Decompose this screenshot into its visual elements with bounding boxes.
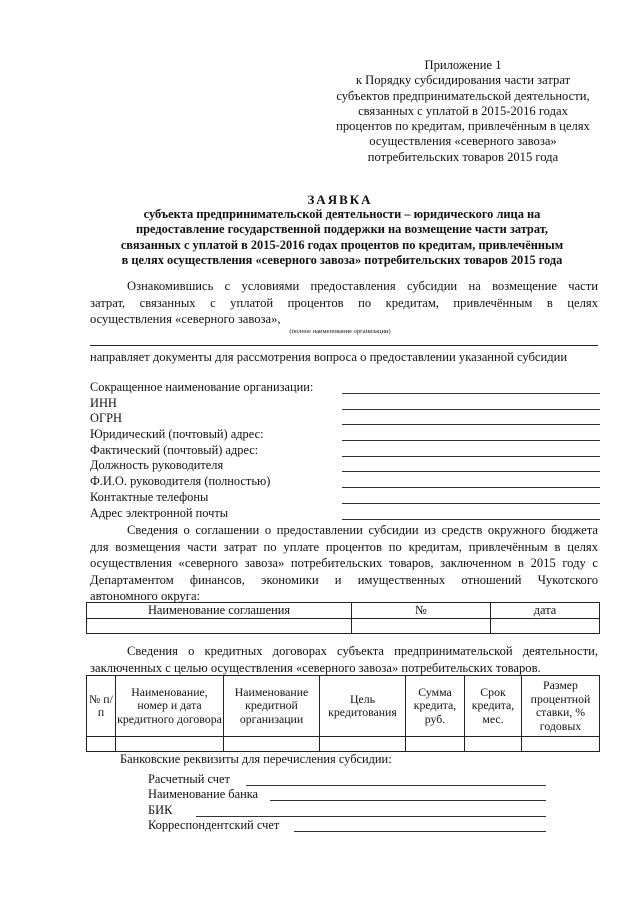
- table-cell[interactable]: [465, 737, 522, 752]
- table-cell[interactable]: [224, 737, 320, 752]
- field-label: Должность руководителя: [90, 458, 224, 473]
- header-amount: Сумма кредита, руб.: [406, 676, 465, 737]
- header-number: № п/п: [87, 676, 116, 737]
- table-cell[interactable]: [406, 737, 465, 752]
- field-actual-address: [90, 443, 600, 459]
- subtitle-line: субъекта предпринимательской деятельности – юридического лица на: [143, 207, 541, 221]
- document-title: ЗАЯВКА: [307, 192, 373, 207]
- field-phones: [90, 490, 600, 506]
- field-legal-address: [90, 427, 600, 443]
- intro-paragraph: [90, 278, 598, 328]
- field-input-line[interactable]: [342, 503, 600, 504]
- table-cell[interactable]: [522, 737, 600, 752]
- organization-name-hint: (полное наименование организации): [289, 328, 391, 335]
- field-input-line[interactable]: [342, 487, 600, 488]
- bank-field-input-line[interactable]: [270, 800, 546, 801]
- bank-field-input-line[interactable]: [294, 831, 546, 832]
- field-label: Фактический (почтовый) адрес:: [90, 442, 259, 457]
- table-cell[interactable]: [87, 737, 116, 752]
- header-date: дата: [491, 603, 600, 619]
- table-cell[interactable]: [320, 737, 406, 752]
- field-input-line[interactable]: [342, 409, 600, 410]
- table-cell[interactable]: [116, 737, 224, 752]
- field-label: Юридический (почтовый) адрес:: [90, 427, 264, 442]
- appendix-line: к Порядку субсидирования части затрат: [355, 73, 571, 88]
- header-purpose: Цель кредитования: [320, 676, 406, 737]
- field-label: Контактные телефоны: [90, 489, 209, 504]
- submit-statement: направляет документы для рассмотрения вопроса о предоставлении указанной субсидии: [90, 350, 568, 364]
- agreement-line: для возмещения части затрат по уплате процентов по кредитам, привлечённым в целях: [90, 539, 598, 554]
- bank-field-label: БИК: [148, 802, 173, 817]
- field-input-line[interactable]: [342, 393, 600, 394]
- bank-field-account: [148, 772, 546, 787]
- field-label: Адрес электронной почты: [90, 505, 229, 520]
- bank-field-bank-name: [148, 787, 546, 802]
- subtitle-line: в целях осуществления «северного завоза» потребительских товаров 2015 года: [121, 253, 563, 268]
- header-term: Срок кредита, мес.: [465, 676, 522, 737]
- bank-details-title: Банковские реквизиты для перечисления субсидии:: [120, 752, 392, 766]
- field-label: Сокращенное наименование организации:: [90, 380, 314, 394]
- bank-field-label: Наименование банка: [148, 787, 259, 802]
- field-director-position: [90, 458, 600, 474]
- field-email: [90, 506, 600, 522]
- table-row: [87, 737, 600, 752]
- field-input-line[interactable]: [342, 440, 600, 441]
- agreement-line: Сведения о соглашении о предоставлении субсидии из средств окружного бюджета: [127, 523, 598, 537]
- bank-field-label: Расчетный счет: [148, 772, 230, 786]
- agreement-line: Департаментом финансов, экономики и имущественных отношений Чукотского: [90, 572, 598, 587]
- bank-field-bik: [148, 803, 546, 818]
- bank-field-input-line[interactable]: [246, 785, 546, 786]
- subtitle-line: предоставление государственной поддержки на возмещение части затрат,: [136, 222, 548, 237]
- credit-line: Сведения о кредитных договорах субъекта предпринимательской деятельности,: [127, 644, 598, 658]
- appendix-line: потребительских товаров 2015 года: [367, 149, 559, 164]
- table-header-row: [87, 603, 600, 619]
- bank-field-corr-account: [148, 818, 546, 833]
- field-input-line[interactable]: [342, 471, 600, 472]
- document-subtitle: [88, 207, 596, 269]
- field-label: ОГРН: [90, 411, 122, 426]
- agreement-line: осуществления «северного завоза» потребительских товаров, заключенном в 2015 году с: [90, 556, 598, 570]
- agreement-table: [86, 602, 600, 634]
- header-number: №: [352, 603, 491, 619]
- field-director-name: [90, 474, 600, 490]
- appendix-line: связанных с уплатой в 2015-2016 годах: [358, 103, 568, 118]
- header-bank: Наименование кредитной организации: [224, 676, 320, 737]
- credit-line: заключенных с целью осуществления «северного завоза» потребительских товаров.: [90, 660, 541, 675]
- field-input-line[interactable]: [342, 519, 600, 520]
- intro-line: осуществления «северного завоза»,: [90, 312, 281, 326]
- table-cell[interactable]: [352, 619, 491, 634]
- field-inn: [90, 396, 600, 412]
- header-contract: Наименование, номер и дата кредитного договора: [116, 676, 224, 737]
- appendix-line: Приложение 1: [424, 58, 502, 72]
- appendix-line: субъектов предпринимательской деятельности,: [336, 88, 590, 103]
- appendix-line: осуществления «северного завоза»: [369, 134, 557, 149]
- appendix-line: процентов по кредитам, привлечённым в целях: [336, 119, 590, 134]
- field-label: ИНН: [90, 395, 117, 410]
- table-cell[interactable]: [87, 619, 352, 634]
- agreement-line: автономного округа:: [90, 589, 201, 603]
- bank-field-input-line[interactable]: [196, 816, 546, 817]
- agreement-paragraph: [90, 523, 598, 606]
- table-row: [87, 619, 600, 634]
- appendix-block: [318, 58, 608, 165]
- bank-details: [148, 772, 546, 834]
- header-rate: Размер процентной ставки, % годовых: [522, 676, 600, 737]
- field-input-line[interactable]: [342, 456, 600, 457]
- field-short-name: [90, 380, 600, 396]
- table-header-row: [87, 676, 600, 737]
- subtitle-line: связанных с уплатой в 2015-2016 годах процентов по кредитам, привлечённым: [120, 237, 564, 252]
- header-agreement-name: Наименование соглашения: [87, 603, 352, 619]
- credit-paragraph: [90, 643, 598, 676]
- field-label: Ф.И.О. руководителя (полностью): [90, 474, 271, 489]
- field-ogrn: [90, 411, 600, 427]
- organization-name-line[interactable]: [90, 345, 598, 346]
- organization-fields: [90, 380, 600, 521]
- intro-line: Ознакомившись с условиями предоставления субсидии на возмещение части: [127, 279, 598, 293]
- table-cell[interactable]: [491, 619, 600, 634]
- intro-line: затрат, связанных с уплатой процентов по кредитам, привлечённым в целях: [90, 295, 598, 310]
- bank-field-label: Корреспондентский счет: [148, 818, 280, 833]
- field-input-line[interactable]: [342, 424, 600, 425]
- credit-table: [86, 675, 600, 752]
